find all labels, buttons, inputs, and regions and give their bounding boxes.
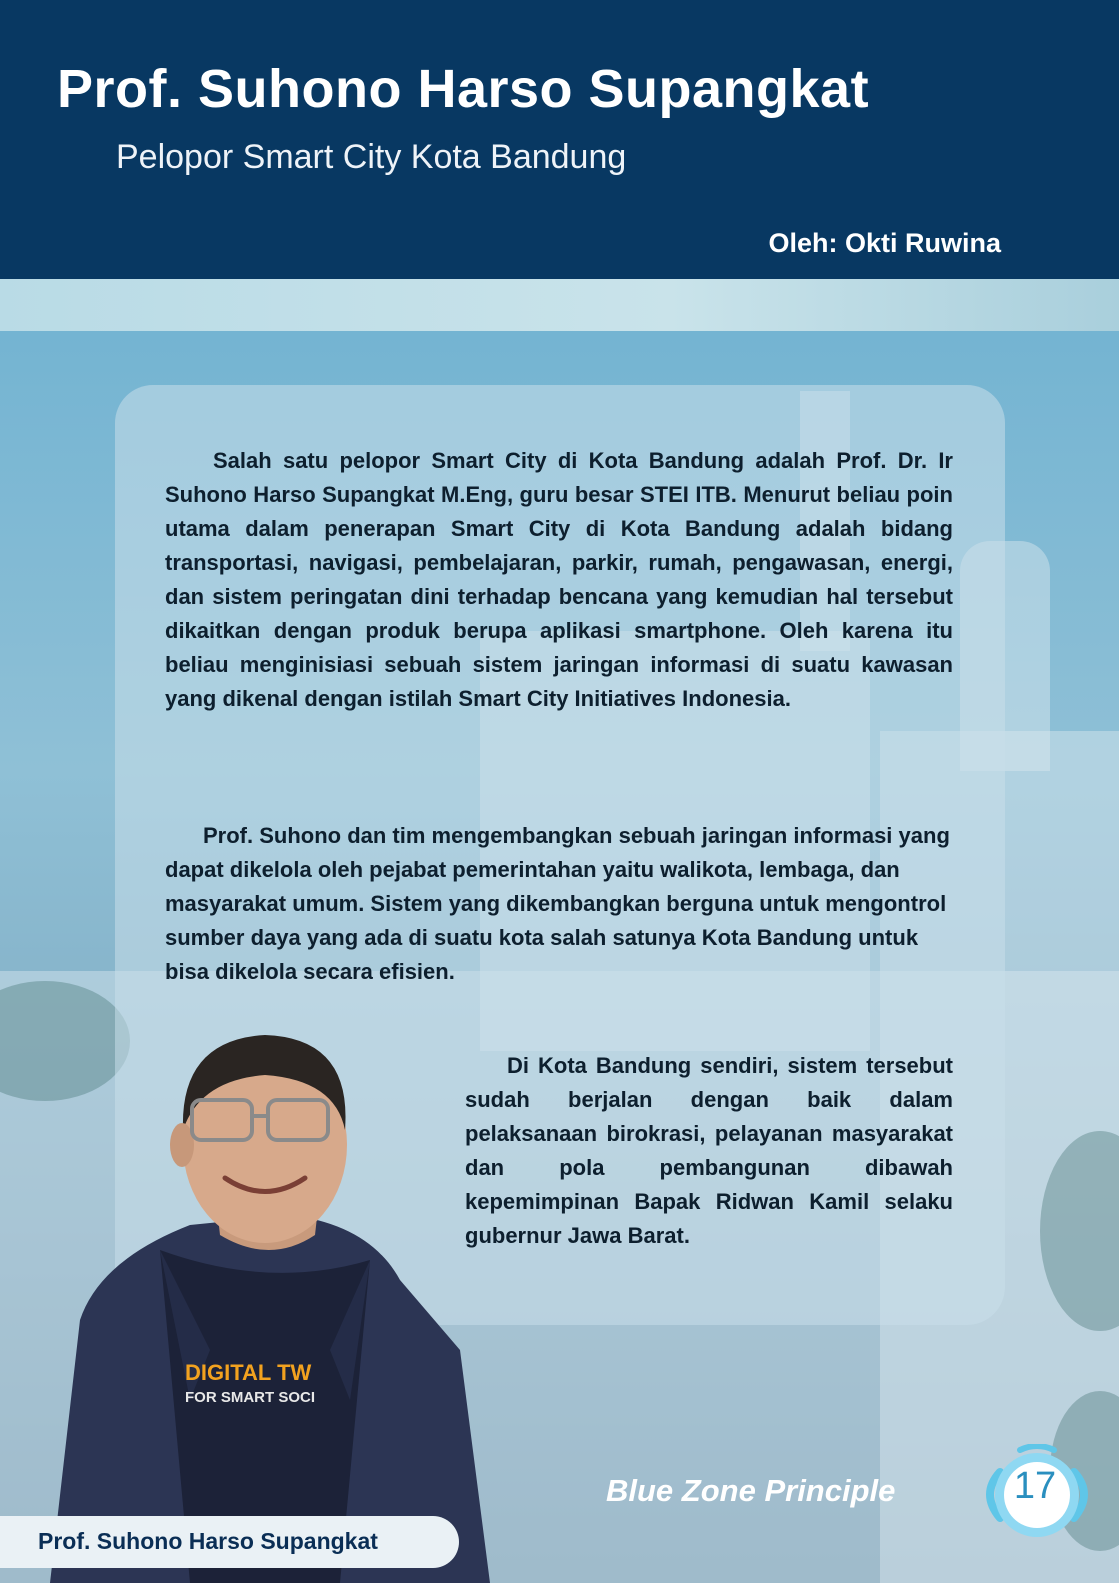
- page-number: 17: [1013, 1465, 1057, 1507]
- photo-caption-text: Prof. Suhono Harso Supangkat: [38, 1528, 378, 1554]
- shirt-print-line-2: FOR SMART SOCI: [185, 1389, 315, 1406]
- body-paragraph-1: Salah satu pelopor Smart City di Kota Bandung adalah Prof. Dr. Ir Suhono Harso Supangkat M.Eng, guru besar STEI ITB. Menurut beliau poin utama dalam penerapan Smart City di Kota Bandung adalah bidang transportasi, navigasi, pembelajaran, parkir, rumah, pengawasan, energi, dan sistem peringatan dini terhadap bencana yang kemudian hal tersebut dikaitkan dengan produk berupa aplikasi smartphone. Oleh karena itu beliau menginisiasi sebuah sistem jaringan informasi di suatu kawasan yang dikenal dengan istilah Smart City Initiatives Indonesia.: [165, 448, 953, 711]
- divider-band: [0, 279, 1119, 331]
- publication-name: Blue Zone Principle: [606, 1473, 896, 1508]
- article-title: Prof. Suhono Harso Supangkat: [57, 59, 870, 119]
- shirt-print-line-1: DIGITAL TW: [185, 1360, 312, 1385]
- body-paragraph-2: Prof. Suhono dan tim mengembangkan sebuah jaringan informasi yang dapat dikelola oleh pejabat pemerintahan yaitu walikota, lembaga, dan masyarakat umum. Sistem yang dikembangkan berguna untuk mengontrol sumber daya yang ada di suatu kota salah satunya Kota Bandung untuk bisa dikelola secara efisien.: [165, 823, 950, 984]
- portrait-photo: [40, 1020, 510, 1583]
- photo-caption: [0, 1516, 459, 1568]
- body-paragraph-3: Di Kota Bandung sendiri, sistem tersebut sudah berjalan dengan baik dalam pelaksanaan birokrasi, pelayanan masyarakat dan pola pembangunan dibawah kepemimpinan Bapak Ridwan Kamil selaku gubernur Jawa Barat.: [465, 1053, 953, 1248]
- article-author: Oleh: Okti Ruwina: [768, 228, 1001, 258]
- header-banner: [0, 0, 1119, 279]
- article-subtitle: Pelopor Smart City Kota Bandung: [116, 138, 627, 176]
